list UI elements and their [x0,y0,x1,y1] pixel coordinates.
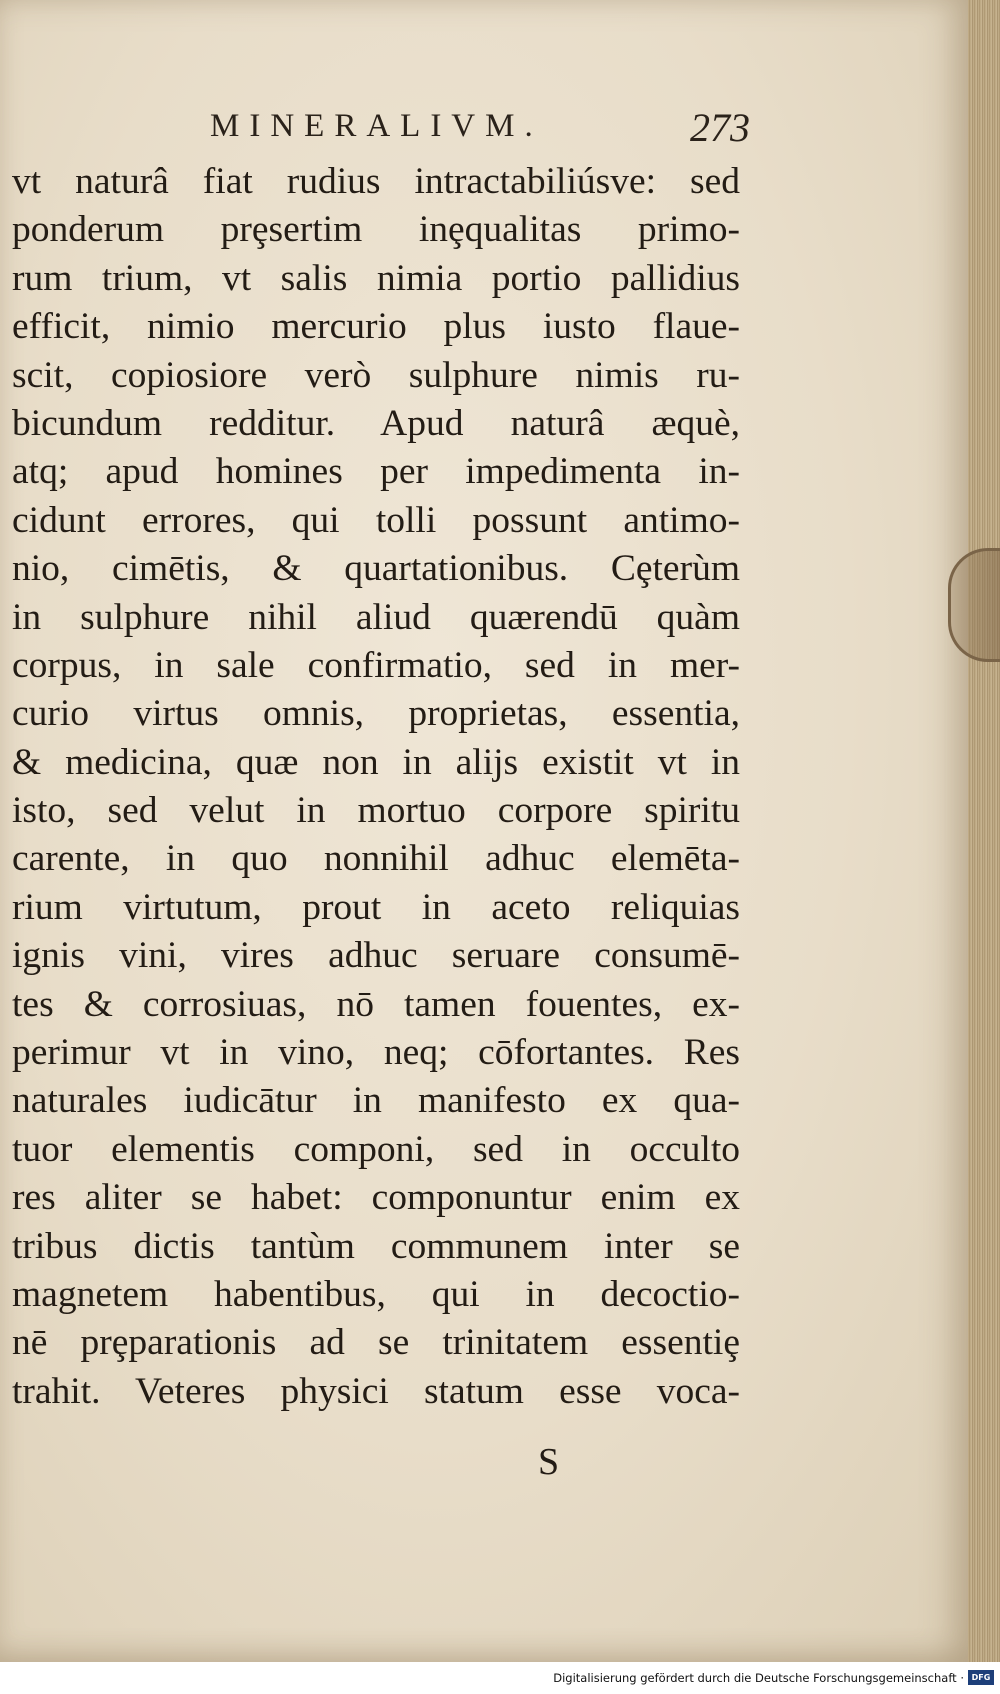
text-line: corpus, in sale confirmatio, sed in mer- [12,644,740,686]
page-header [210,105,750,158]
digitization-footer [0,1662,1000,1694]
funding-credit: Digitalisierung gefördert durch die Deutsche Forschungsgemeinschaft · [553,1671,964,1685]
text-line: efficit, nimio mercurio plus iusto flaue- [12,306,740,348]
text-line: vt naturâ fiat rudius intractabiliúsve: sed [12,161,740,202]
text-line: rum trium, vt salis nimia portio pallidius [12,257,740,299]
book-clasp-image [948,548,1000,662]
page-fore-edge [968,0,1000,1662]
signature-mark: S [538,1441,560,1483]
text-line: isto, sed velut in mortuo corpore spiritu [12,790,740,832]
text-line: trahit. Veteres physici statum esse voca- [12,1370,740,1412]
text-line: tuor elementis componi, sed in occulto [12,1128,740,1170]
page-number: 273 [690,105,750,150]
text-line: in sulphure nihil aliud quærendū quàm [12,596,740,638]
text-line: scit, copiosiore verò sulphure nimis ru- [12,354,740,396]
text-line: cidunt errores, qui tolli possunt antimo- [12,499,740,541]
text-line: atq; apud homines per impedimenta in- [12,451,740,493]
text-line: magnetem habentibus, qui in decoctio- [12,1273,740,1315]
text-line: naturales iudicātur in manifesto ex qua- [12,1080,740,1122]
text-line: & medicina, quæ non in alijs existit vt in [12,741,740,783]
text-line: tribus dictis tantùm communem inter se [12,1225,740,1267]
text-line: ignis vini, vires adhuc seruare consumē- [12,935,740,977]
text-line: curio virtus omnis, proprietas, essentia, [12,693,740,735]
text-line: tes & corrosiuas, nō tamen fouentes, ex- [12,983,740,1025]
text-line: ponderum prȩsertim inȩqualitas primo- [12,209,740,251]
text-line: nio, cimētis, & quartationibus. Cȩterùm [12,548,740,590]
dfg-logo-icon: DFG [968,1670,994,1685]
text-line: rium virtutum, prout in aceto reliquias [12,886,740,928]
text-line: res aliter se habet: componuntur enim ex [12,1177,740,1219]
body-text [12,158,740,1416]
text-line: bicundum redditur. Apud naturâ æquè, [12,402,740,444]
text-line: carente, in quo nonnihil adhuc elemēta- [12,838,740,880]
running-title: MINERALIVM. [210,108,543,144]
text-line: nē prȩparationis ad se trinitatem essentiȩ [12,1322,740,1364]
text-line: perimur vt in vino, neq; cōfortantes. Res [12,1032,740,1074]
